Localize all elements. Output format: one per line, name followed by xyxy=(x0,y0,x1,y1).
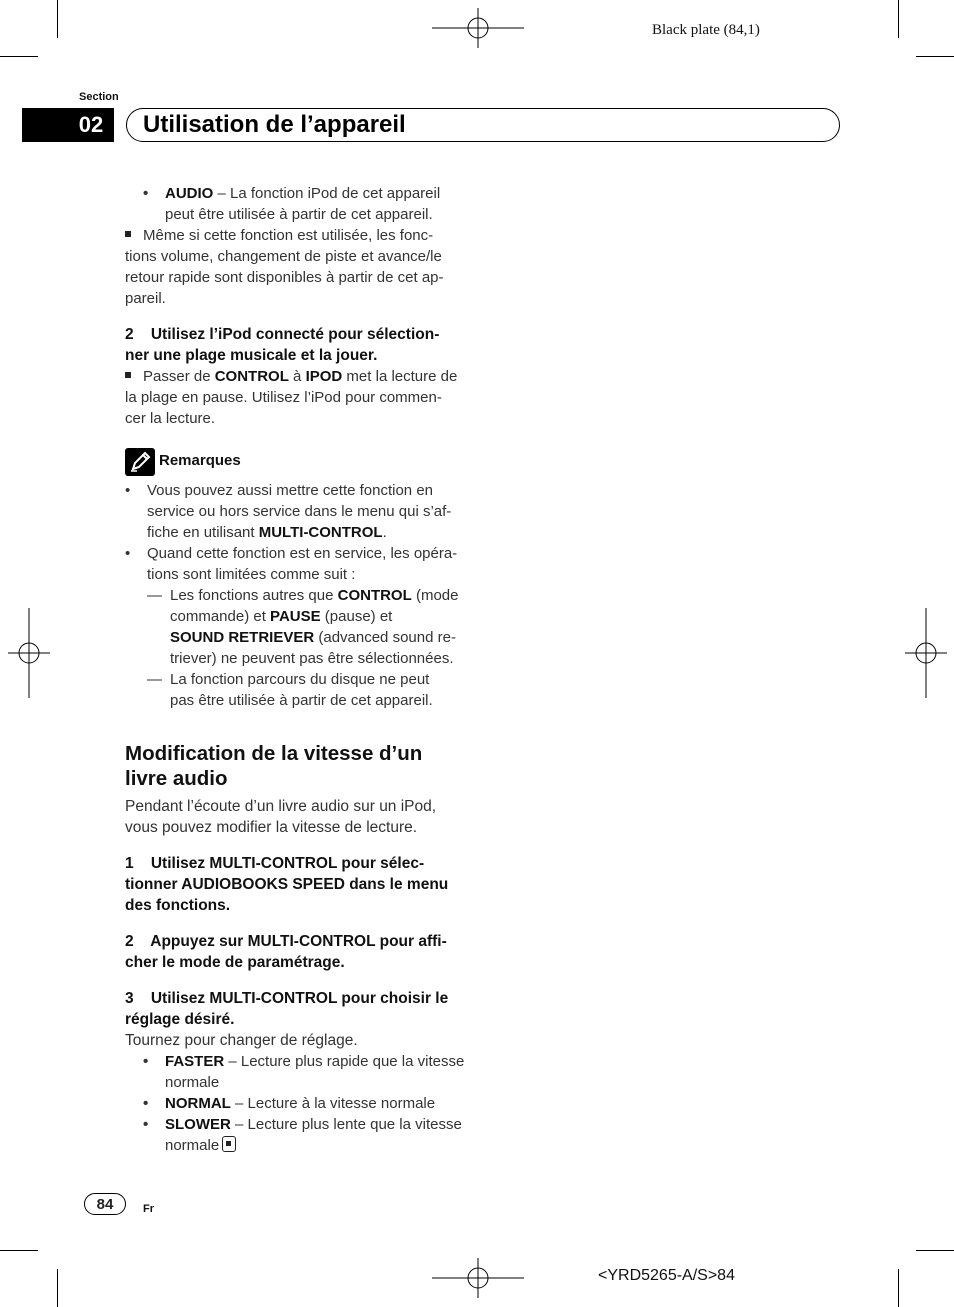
text: La fonction parcours du disque ne peut xyxy=(170,671,430,688)
text: (pause) et xyxy=(320,608,393,625)
step-heading: des fonctions. xyxy=(125,897,231,914)
text: – Lecture plus lente que la vitesse xyxy=(230,1116,462,1133)
text: commande) et xyxy=(170,608,271,625)
term-pause: PAUSE xyxy=(270,608,321,625)
text-line: service ou hors service dans le menu qui s’af- xyxy=(147,503,452,520)
crop-mark xyxy=(0,56,38,57)
note-line: retour rapide sont disponibles à partir de cet ap- xyxy=(125,269,444,286)
registration-mark-left xyxy=(8,608,50,698)
bullet-dot: • xyxy=(125,545,131,562)
term-slower: SLOWER xyxy=(165,1116,231,1133)
bullet-dot: • xyxy=(143,1053,149,1070)
text-line: triever) ne peuvent pas être sélectionnées. xyxy=(170,650,454,667)
text: – La fonction iPod de cet appareil xyxy=(213,185,441,202)
crop-mark xyxy=(898,1269,899,1307)
step-heading: 2 Utilisez l’iPod connecté pour sélection- xyxy=(125,326,440,343)
dash: — xyxy=(147,587,162,604)
registration-mark-top xyxy=(432,8,524,48)
section-heading: Modification de la vitesse d’un xyxy=(125,742,423,765)
dash-item xyxy=(147,669,429,690)
text-line: la plage en pause. Utilisez l’iPod pour commen- xyxy=(125,389,442,406)
step-heading: ner une plage musicale et la jouer. xyxy=(125,347,378,364)
term-control: CONTROL xyxy=(337,587,412,604)
plate-label: Black plate (84,1) xyxy=(652,22,760,38)
text-line xyxy=(147,522,387,543)
intro-line: Pendant l’écoute d’un livre audio sur un iPod, xyxy=(125,798,437,815)
text: . xyxy=(382,524,387,541)
bullet-normal xyxy=(143,1093,435,1114)
text-line: tions sont limitées comme suit : xyxy=(147,566,356,583)
crop-mark xyxy=(916,56,954,57)
text-line xyxy=(170,627,456,648)
text: met la lecture de xyxy=(342,368,458,385)
text-line: Tournez pour changer de réglage. xyxy=(125,1032,358,1049)
page-number: 84 xyxy=(84,1193,126,1215)
text: (advanced sound re- xyxy=(314,629,456,646)
square-bullet-icon xyxy=(125,231,131,237)
text: Quand cette fonction est en service, les opéra- xyxy=(147,545,458,562)
note-line: pareil. xyxy=(125,290,166,307)
step-heading: 2 Appuyez sur MULTI-CONTROL pour affi- xyxy=(125,933,447,950)
note-line xyxy=(125,366,457,387)
text-line: peut être utilisée à partir de cet appareil. xyxy=(165,206,433,223)
bullet-audio xyxy=(143,183,440,204)
bullet-dot: • xyxy=(143,185,149,202)
text: Vous pouvez aussi mettre cette fonction en xyxy=(147,482,434,499)
term-normal: NORMAL xyxy=(165,1095,231,1112)
language-code: Fr xyxy=(143,1203,154,1215)
registration-mark-right xyxy=(905,608,947,698)
remark-item xyxy=(125,480,433,501)
text: Les fonctions autres que xyxy=(170,587,338,604)
term-multi-control: MULTI-CONTROL xyxy=(258,524,383,541)
step-heading: tionner AUDIOBOOKS SPEED dans le menu xyxy=(125,876,449,893)
text: – Lecture plus rapide que la vitesse xyxy=(224,1053,465,1070)
note-line xyxy=(125,225,433,246)
remarks-title: Remarques xyxy=(159,452,241,469)
section-number: 02 xyxy=(22,108,114,142)
bullet-dot: • xyxy=(143,1116,149,1133)
bullet-slower xyxy=(143,1114,462,1135)
step-heading: 3 Utilisez MULTI-CONTROL pour choisir le xyxy=(125,990,449,1007)
text: (mode xyxy=(411,587,459,604)
crop-mark xyxy=(0,1250,38,1251)
crop-mark xyxy=(916,1250,954,1251)
term-ipod: IPOD xyxy=(305,368,343,385)
crop-mark xyxy=(57,0,58,38)
section-title: Utilisation de l’appareil xyxy=(143,111,406,138)
text-line xyxy=(165,1135,236,1156)
step-heading: 1 Utilisez MULTI-CONTROL pour sélec- xyxy=(125,855,425,872)
text: Même si cette fonction est utilisée, les fonc- xyxy=(143,227,434,244)
note-line: tions volume, changement de piste et avance/le xyxy=(125,248,442,265)
section-label: Section xyxy=(79,91,119,103)
step-heading: cher le mode de paramétrage. xyxy=(125,954,345,971)
section-heading: livre audio xyxy=(125,767,228,790)
dash-item xyxy=(147,585,458,606)
crop-mark xyxy=(57,1269,58,1307)
step-heading: réglage désiré. xyxy=(125,1011,235,1028)
term-control: CONTROL xyxy=(214,368,289,385)
document-code: <YRD5265-A/S>84 xyxy=(598,1267,735,1284)
term-sound-retriever: SOUND RETRIEVER xyxy=(170,629,315,646)
text: à xyxy=(288,368,306,385)
crop-mark xyxy=(898,0,899,38)
text: Passer de xyxy=(143,368,215,385)
text-line: cer la lecture. xyxy=(125,410,216,427)
bullet-dot: • xyxy=(125,482,131,499)
term-faster: FASTER xyxy=(165,1053,225,1070)
text: fiche en utilisant xyxy=(147,524,259,541)
remark-item xyxy=(125,543,457,564)
text: – Lecture à la vitesse normale xyxy=(230,1095,436,1112)
term-audio: AUDIO xyxy=(165,185,214,202)
end-of-section-icon xyxy=(222,1136,236,1152)
intro-line: vous pouvez modifier la vitesse de lecture. xyxy=(125,819,418,836)
dash: — xyxy=(147,671,162,688)
pencil-icon xyxy=(125,448,155,476)
bullet-faster xyxy=(143,1051,464,1072)
registration-mark-bottom xyxy=(432,1258,524,1298)
text-line: pas être utilisée à partir de cet appareil. xyxy=(170,692,433,709)
text: normale xyxy=(165,1137,220,1154)
text-line xyxy=(170,606,392,627)
text-line: normale xyxy=(165,1074,220,1091)
square-bullet-icon xyxy=(125,372,131,378)
bullet-dot: • xyxy=(143,1095,149,1112)
